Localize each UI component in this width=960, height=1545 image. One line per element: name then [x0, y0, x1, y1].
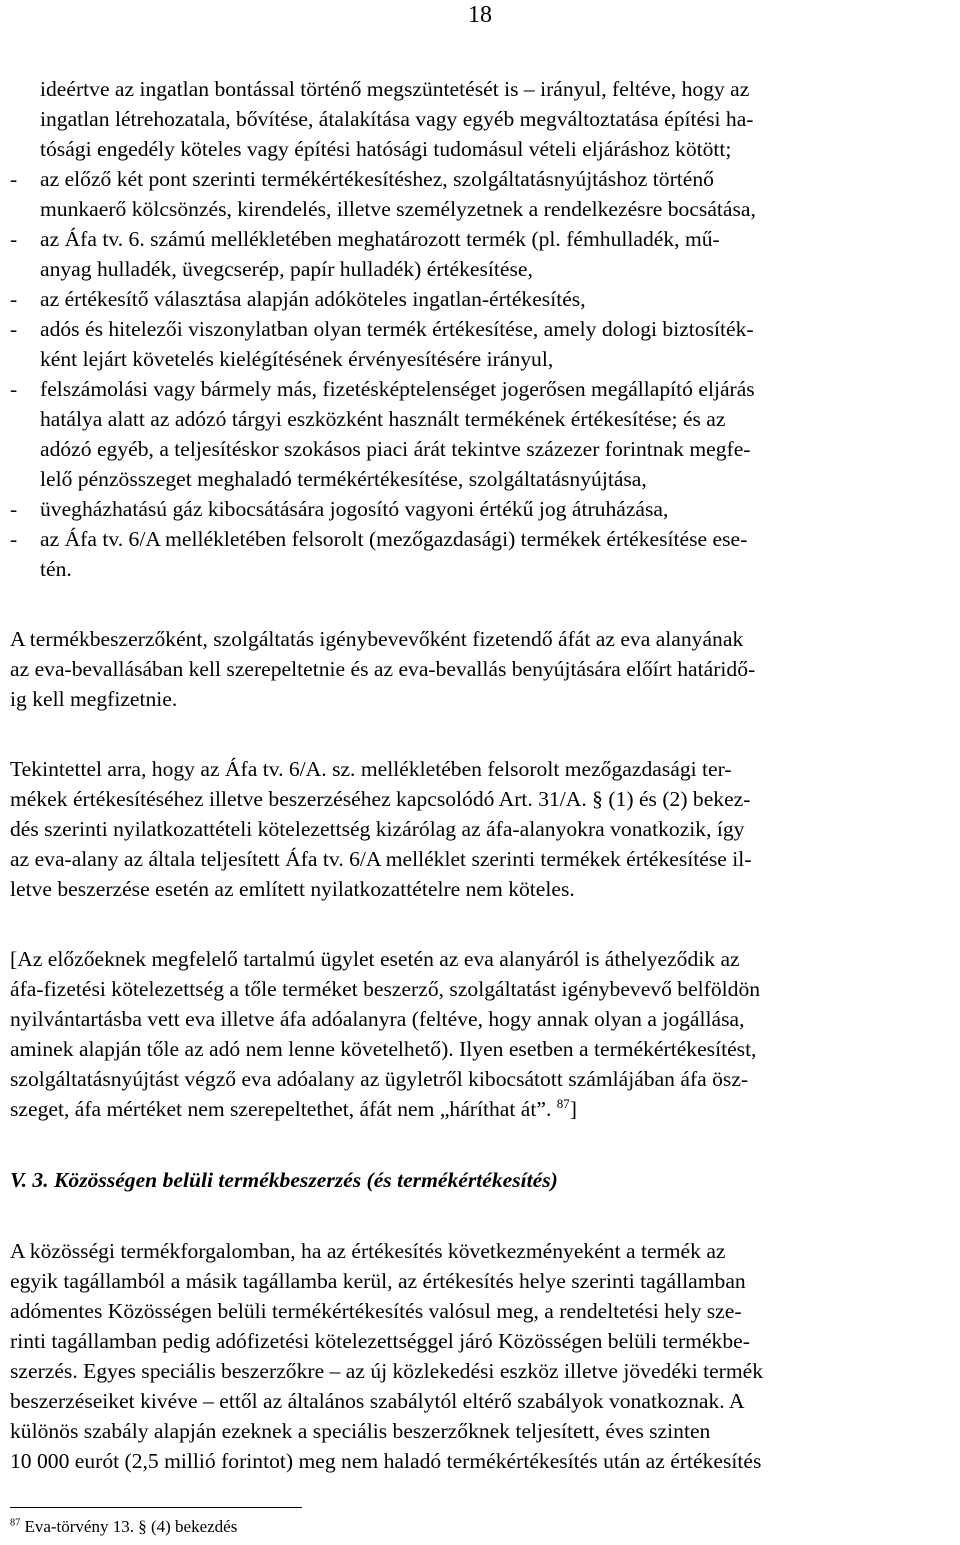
paragraph-line: különös szabály alapján ezeknek a speciális beszerzőknek teljesített, éves szinten [10, 1419, 711, 1443]
list-line: hatálya alatt az adózó tárgyi eszközként használt termékének értékesítése; és az [40, 407, 726, 431]
paragraph-line: nyilvántartásba vett eva illetve áfa adóalanyra (feltéve, hogy annak olyan a jogállása, [10, 1007, 745, 1031]
paragraph-line: mékek értékesítéséhez illetve beszerzéséhez kapcsolódó Art. 31/A. § (1) és (2) bekez- [10, 787, 751, 811]
footnote [10, 1516, 237, 1538]
closing-bracket: ] [569, 1097, 577, 1121]
paragraph-line: A közösségi termékforgalomban, ha az értékesítés következményeként a termék az [10, 1239, 726, 1263]
list-line: adós és hitelezői viszonylatban olyan termék értékesítése, amely dologi biztosíték- [40, 317, 754, 341]
list-dash: - [10, 167, 18, 191]
list-dash: - [10, 377, 18, 401]
list-line: az Áfa tv. 6. számú mellékletében meghatározott termék (pl. fémhulladék, mű- [40, 227, 720, 251]
paragraph-line: ig kell megfizetnie. [10, 687, 178, 711]
paragraph-line: az eva-alany az általa teljesített Áfa tv. 6/A melléklet szerinti termékek értékesítése il- [10, 847, 752, 871]
list-line: üvegházhatású gáz kibocsátására jogosító vagyoni értékű jog átruházása, [40, 497, 669, 521]
paragraph-line: az eva-bevallásában kell szerepeltetnie és az eva-bevallás benyújtására előírt határidő- [10, 657, 756, 681]
list-line: az értékesítő választása alapján adóköteles ingatlan-értékesítés, [40, 287, 586, 311]
paragraph-line: szolgáltatásnyújtást végző eva adóalany az ügyletről kibocsátott számlájában áfa ösz- [10, 1067, 749, 1091]
list-line: az előző két pont szerinti termékértékesítéshez, szolgáltatásnyújtáshoz történő [40, 167, 714, 191]
paragraph-line: szerzés. Egyes speciális beszerzőkre – az új közlekedési eszköz illetve jövedéki termék [10, 1359, 764, 1383]
list-line: anyag hulladék, üvegcserép, papír hulladék) értékesítése, [40, 257, 533, 281]
footnote-ref[interactable]: 87 [556, 1095, 570, 1111]
paragraph-line: egyik tagállamból a másik tagállamba kerül, az értékesítés helye szerinti tagállamban [10, 1269, 746, 1293]
paragraph-line: áfa-fizetési kötelezettség a tőle terméket beszerző, szolgáltatást igénybevevő belföldön [10, 977, 761, 1001]
paragraph-line-text: szeget, áfa mértéket nem szerepeltethet, áfát nem „háríthat át”. [10, 1097, 552, 1121]
list-line: tósági engedély köteles vagy építési hatósági tudomásul vételi eljáráshoz kötött; [40, 137, 732, 161]
list-dash: - [10, 527, 18, 551]
section-heading: V. 3. Közösségen belüli termékbeszerzés (és termékértékesítés) [10, 1168, 558, 1192]
paragraph-line: dés szerinti nyilatkozattételi kötelezettség kizárólag az áfa-alanyokra vonatkozik, így [10, 817, 745, 841]
list-line: tén. [40, 557, 72, 581]
page-number: 18 [468, 2, 492, 28]
list-dash: - [10, 227, 18, 251]
footnote-divider [10, 1507, 302, 1508]
list-line: felszámolási vagy bármely más, fizetésképtelenséget jogerősen megállapító eljárás [40, 377, 755, 401]
paragraph-line: A termékbeszerzőként, szolgáltatás igénybevevőként fizetendő áfát az eva alanyának [10, 627, 744, 651]
list-line: ként lejárt követelés kielégítésének érvényesítésére irányul, [40, 347, 554, 371]
paragraph-line: [Az előzőeknek megfelelő tartalmú ügylet esetén az eva alanyáról is áthelyeződik az [10, 947, 740, 971]
paragraph-line: 10 000 eurót (2,5 millió forintot) meg nem haladó termékértékesítés után az értékesítés [10, 1449, 762, 1473]
paragraph-line: adómentes Közösségen belüli termékértékesítés valósul meg, a rendeltetési hely sze- [10, 1299, 742, 1323]
footnote-text: Eva-törvény 13. § (4) bekezdés [24, 1517, 238, 1536]
paragraph-line: beszerzéseiket kivéve – ettől az általános szabálytól eltérő szabályok vonatkoznak. A [10, 1389, 745, 1413]
list-dash: - [10, 497, 18, 521]
list-line: az Áfa tv. 6/A mellékletében felsorolt (mezőgazdasági) termékek értékesítése ese- [40, 527, 748, 551]
paragraph-line: aminek alapján tőle az adó nem lenne követelhető). Ilyen esetben a termékértékesítést, [10, 1037, 757, 1061]
paragraph-line: letve beszerzése esetén az említett nyilatkozattételre nem köteles. [10, 877, 575, 901]
list-dash: - [10, 287, 18, 311]
list-line: ingatlan létrehozatala, bővítése, átalakítása vagy egyéb megváltoztatása építési ha- [40, 107, 754, 131]
list-line: ideértve az ingatlan bontással történő megszüntetését is – irányul, feltéve, hogy az [40, 77, 750, 101]
list-dash: - [10, 317, 18, 341]
list-line: munkaerő kölcsönzés, kirendelés, illetve személyzetnek a rendelkezésre bocsátása, [40, 197, 756, 221]
footnote-number: 87 [10, 1517, 21, 1529]
paragraph-line: Tekintettel arra, hogy az Áfa tv. 6/A. sz. mellékletében felsorolt mezőgazdasági ter- [10, 757, 732, 781]
list-line: adózó egyéb, a teljesítéskor szokásos piaci árát tekintve százezer forintnak megfe- [40, 437, 751, 461]
list-line: lelő pénzösszeget meghaladó termékértékesítése, szolgáltatásnyújtása, [40, 467, 647, 491]
paragraph-line: rinti tagállamban pedig adófizetési kötelezettséggel járó Közösségen belüli termékbe- [10, 1329, 750, 1353]
paragraph-line [10, 1094, 577, 1124]
